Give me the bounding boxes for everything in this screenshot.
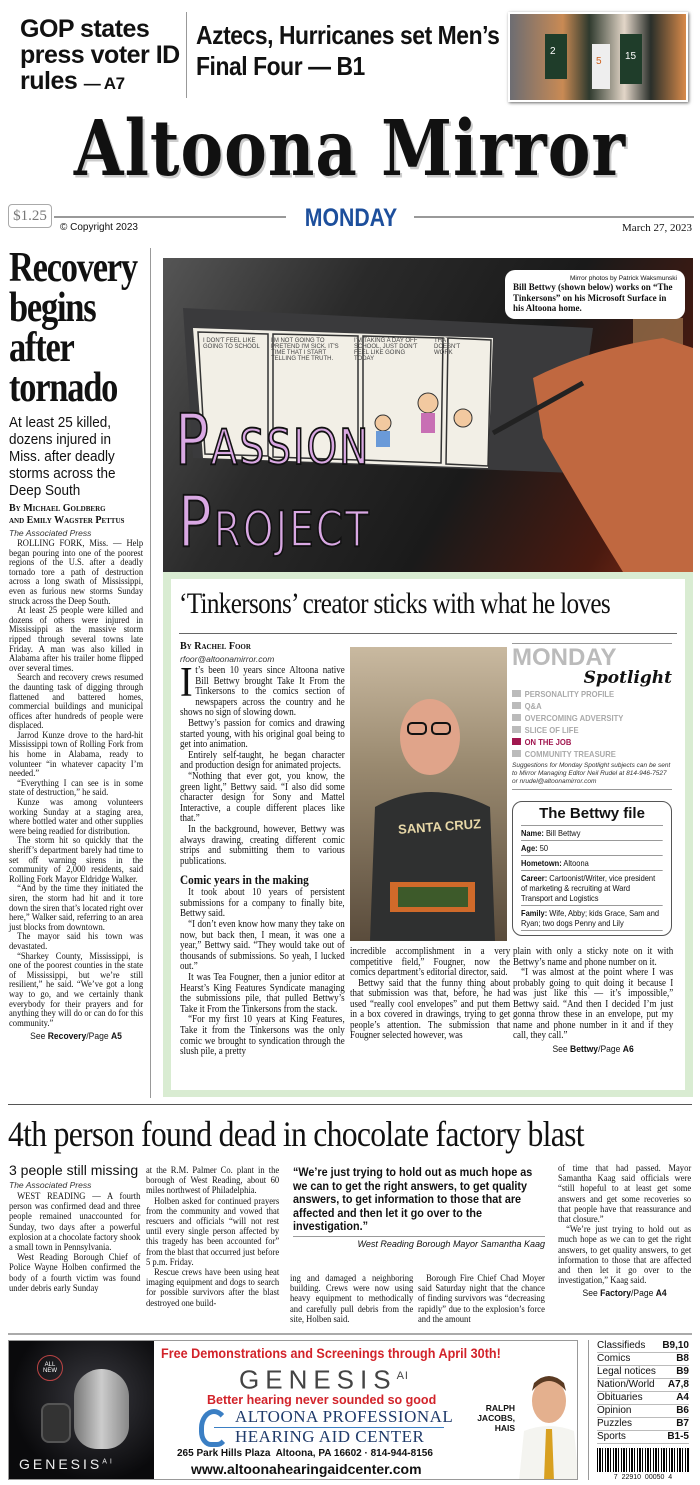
paragraph: WEST READING — A fourth person was confirmed dead and three people remained unaccounted for Sunday, two days after a powerful explosion at a chocolate factory shook a small town in Pennsylvania. bbox=[9, 1192, 141, 1254]
portrait-graphic bbox=[350, 647, 507, 941]
index-row[interactable] bbox=[597, 1379, 689, 1392]
price-badge: $1.25 bbox=[8, 204, 52, 228]
index-section: Comics bbox=[597, 1353, 631, 1364]
ad-tagline: Better hearing never sounded so good bbox=[207, 1393, 437, 1407]
author-email[interactable]: rfoor@altoonamirror.com bbox=[180, 654, 275, 664]
ad-product-image bbox=[9, 1341, 154, 1480]
shirt-text: SANTA CRUZ bbox=[397, 816, 482, 837]
file-row bbox=[521, 841, 663, 856]
spotlight-category bbox=[512, 736, 656, 748]
rule bbox=[54, 216, 286, 218]
factory-col-1 bbox=[9, 1162, 140, 1294]
category-label: COMMUNITY TREASURE bbox=[524, 749, 616, 759]
paragraph: “I was almost at the point where I was probably going to quit doing it because I was just like this — it’s impossible,” Bettwy said. “And then I decided I’m just gonna throw these in an envelope, put my name and phone number in it and if they call, they call.” bbox=[513, 967, 674, 1041]
index-section: Puzzles bbox=[597, 1418, 633, 1429]
monday-spotlight bbox=[512, 643, 672, 790]
paragraph: “Sharkey County, Mississippi, is one of the poorest counties in the state of Mississippi, but we’re still resilient,” he said. “We’ve got a long way to go, and we certainly thank everybody for their prayers and for anything they will do or can do for this community.” bbox=[9, 951, 144, 1029]
spotlight-note: Suggestions for Monday Spotlight subjects can be sent to Mirror Managing Editor Neil Rudel at 814-946-7527 or nrudel@altoonamirror.com bbox=[512, 762, 671, 785]
product-name: GENESIS bbox=[19, 1456, 103, 1472]
index-section: Sports bbox=[597, 1431, 626, 1442]
factory-body bbox=[9, 1192, 140, 1294]
paragraph: Holben asked for continued prayers from the community and vowed that rescuers and officials “will not rest until every single person affected by this tragedy has been accounted for” from the blast that occurred just before 5 p.m. Friday. bbox=[146, 1196, 280, 1268]
file-key: Career: bbox=[521, 873, 548, 883]
ad-center-line-2: HEARING AID CENTER bbox=[235, 1427, 425, 1446]
paragraph: Rescue crews have been using heat imaging equipment and dogs to search for possible survivors after the blast destroyed one build- bbox=[146, 1268, 280, 1309]
ear-logo-icon bbox=[199, 1409, 229, 1447]
see-page: A4 bbox=[655, 1288, 667, 1300]
file-key: Hometown: bbox=[521, 858, 562, 868]
paragraph: West Reading Borough Chief of Police Wayne Holben confirmed the body of a fourth victim was found under debris early Sunday bbox=[9, 1253, 141, 1294]
file-key: Name: bbox=[521, 828, 544, 838]
bullet-square-icon bbox=[512, 714, 521, 721]
product-sup: AI bbox=[102, 1458, 115, 1466]
basketball-photo[interactable] bbox=[508, 12, 688, 102]
paragraph: “We’re just trying to hold out as much hope as we can to get the right answers, to get quality answers, to get information to those that are affected and then let it go over to the investigation,” Kaag said. bbox=[558, 1225, 692, 1287]
index-page: B7 bbox=[676, 1418, 689, 1429]
comic-text bbox=[203, 338, 493, 362]
paragraph: The mayor said his town was devastated. bbox=[9, 932, 144, 952]
factory-headline[interactable]: 4th person found dead in chocolate factory blast bbox=[8, 1114, 584, 1154]
category-label: Q&A bbox=[524, 701, 542, 711]
index-row[interactable] bbox=[597, 1340, 689, 1353]
hearing-aid-icon bbox=[74, 1369, 129, 1449]
index-section: Classifieds bbox=[597, 1340, 646, 1351]
lead-paragraph: t’s been 10 years since Altoona native Bill Bettwy brought Take It From the Tinkersons to the comics section of newspapers across the country and he shows no sign of slowing down. bbox=[180, 665, 345, 719]
index-section: Nation/World bbox=[597, 1379, 655, 1390]
recovery-headline[interactable]: Recovery begins after tornado bbox=[9, 245, 137, 411]
index-row[interactable] bbox=[597, 1353, 689, 1366]
paragraph: Bettwy said that the funny thing about that submission was that, before, he had used “really cool envelopes” and put them in a box covered in drawings, trying to get people’s attention. The submission that Fougner selected however, was bbox=[350, 977, 511, 1041]
file-value: 50 bbox=[537, 843, 549, 853]
spotlight-category bbox=[512, 688, 656, 700]
paragraph: “And by the time they initiated the siren, the storm had hit and it tore down the siren that’s located right over here,” Walker said, referring to an area just blocks from downtown. bbox=[9, 884, 144, 933]
svg-text:15: 15 bbox=[625, 51, 637, 62]
see-pre: See bbox=[552, 1043, 571, 1055]
divider bbox=[150, 248, 151, 1098]
bullet-square-icon bbox=[512, 750, 521, 757]
feature-inner bbox=[171, 579, 685, 1090]
file-row bbox=[521, 871, 663, 906]
index-page: A4 bbox=[676, 1392, 689, 1403]
ad-url[interactable]: www.altoonahearingaidcenter.com bbox=[191, 1461, 422, 1477]
spotlight-category bbox=[512, 700, 656, 712]
factory-col-5 bbox=[558, 1164, 691, 1300]
earpiece-icon bbox=[41, 1403, 71, 1443]
comic-panel-text: I'M TAKING A DAY OFF SCHOOL, JUST DON'T FEEL LIKE GOING TODAY bbox=[354, 338, 418, 362]
rule bbox=[414, 216, 694, 218]
ad-person-photo bbox=[519, 1369, 578, 1480]
index-page: B1-5 bbox=[667, 1431, 689, 1442]
paragraph: of time that had passed. Mayor Samantha Kaag said officials were “still hopeful to at least get some answers and get some recoveries so that people have that reassurance and that closure.” bbox=[558, 1164, 692, 1226]
recovery-article bbox=[9, 245, 144, 1043]
jump-link-bettwy[interactable] bbox=[513, 1045, 673, 1056]
index-row[interactable] bbox=[597, 1405, 689, 1418]
ad-person-name: RALPH JACOBS, HAIS bbox=[477, 1403, 515, 1433]
paragraph: “For my first 10 years at King Features, Take it from the Tinkersons was the only comic we brought to syndication through the slush pile, a pretty bbox=[180, 1014, 345, 1058]
comic-panel-text: I'M NOT GOING TO PRETEND I'M SICK. IT'S TIME THAT I START TELLING THE TRUTH. bbox=[271, 338, 339, 362]
index-row[interactable] bbox=[597, 1366, 689, 1379]
players-graphic bbox=[510, 14, 688, 102]
person-graphic bbox=[519, 1369, 578, 1480]
see-word: Recovery bbox=[47, 1031, 87, 1043]
factory-col-4 bbox=[418, 1274, 545, 1325]
feature-headline[interactable]: ‘Tinkersons’ creator sticks with what he loves bbox=[179, 587, 611, 620]
quote-text: “We’re just trying to hold out as much hope as we can to get the right answers, to get quality answers, to get information to those that are affected and then let it go over to the investigation.” bbox=[293, 1165, 533, 1233]
ad-badge: ALL NEW bbox=[37, 1355, 63, 1381]
pull-quote bbox=[293, 1166, 545, 1250]
index-page: B9,10 bbox=[662, 1340, 689, 1351]
category-label: PERSONALITY PROFILE bbox=[524, 689, 615, 699]
teaser-page: — A7 bbox=[83, 74, 125, 93]
paragraph: Borough Fire Chief Chad Moyer said Saturday night that the chance of finding survivors was “decreasing rapidly” due to the explosion’s force and the amount bbox=[418, 1274, 545, 1325]
rule bbox=[293, 1236, 545, 1237]
teaser-final-four[interactable]: Aztecs, Hurricanes set Men’s Final Four — B1 bbox=[196, 20, 500, 81]
file-value: Cartoonist/Writer, vice president of marketing & recruiting at Ward Transport and Logistics bbox=[521, 873, 656, 903]
teaser-text: GOP states press voter ID rules bbox=[20, 15, 180, 95]
paragraph: Kunze was among volunteers working Sunday at a staging area, where bottled water and other supplies were being readied for distribution. bbox=[9, 798, 144, 837]
rule bbox=[8, 1333, 692, 1335]
index-section: Legal notices bbox=[597, 1366, 656, 1377]
feature-col-1 bbox=[180, 641, 345, 1058]
paragraph: At least 25 people were killed and dozens of others were injured in Mississippi as the massive storm ripped through several towns late Friday. A man was also killed in Alabama after his trailer home flipped over several times. bbox=[9, 606, 144, 674]
bullet-square-icon bbox=[512, 726, 521, 733]
index-section: Obituaries bbox=[597, 1392, 643, 1403]
divider bbox=[588, 1340, 589, 1480]
paragraph: In the background, however, Bettwy was always drawing, creating different comic strips and submitting them to various publications. bbox=[180, 823, 345, 867]
copyright: © Copyright 2023 bbox=[60, 222, 138, 233]
category-label: OVERCOMING ADVERSITY bbox=[524, 713, 624, 723]
spotlight-subtitle: Spotlight bbox=[583, 668, 672, 688]
paragraph: incredible accomplishment in a very competitive field,” Fougner, now the comics department’s editorial director, said. bbox=[350, 946, 511, 978]
paragraph: Bettwy’s passion for comics and drawing started young, with his original goal being to get into animation. bbox=[180, 717, 345, 751]
section-subhead: Comic years in the making bbox=[180, 873, 309, 888]
index-page: B6 bbox=[676, 1405, 689, 1416]
see-page: A6 bbox=[622, 1043, 634, 1055]
product-name: GENESIS bbox=[239, 1364, 397, 1395]
see-mid: /Page bbox=[86, 1031, 111, 1043]
barcode bbox=[597, 1448, 689, 1472]
see-page: A5 bbox=[110, 1031, 122, 1043]
factory-col-3 bbox=[290, 1274, 413, 1325]
see-mid: /Page bbox=[631, 1288, 656, 1300]
see-pre: See bbox=[582, 1288, 601, 1300]
index-page: B8 bbox=[676, 1353, 689, 1364]
paragraph: ing and damaged a neighboring building. Crews were now using heavy equipment to methodically and carefully pull debris from the site, Holben said. bbox=[290, 1274, 414, 1325]
file-value: Altoona bbox=[561, 858, 589, 868]
passion-overlay: Passion bbox=[175, 400, 371, 482]
file-row bbox=[521, 906, 663, 931]
byline-1: By Michael Goldberg bbox=[9, 503, 106, 514]
masthead-title[interactable]: Altoona Mirror bbox=[73, 104, 627, 195]
feature-col-4 bbox=[513, 947, 673, 1055]
teaser-voter-id[interactable] bbox=[20, 16, 190, 97]
spotlight-category bbox=[512, 712, 656, 724]
ad-center-line-1: ALTOONA PROFESSIONAL bbox=[235, 1407, 454, 1426]
barcode-number: 7 22910 00050 4 bbox=[597, 1473, 689, 1482]
svg-text:5: 5 bbox=[596, 56, 602, 67]
file-row bbox=[521, 826, 663, 841]
paragraph: ROLLING FORK, Miss. — Help began pouring into one of the poorest regions of the U.S. after a deadly tornado tore a path of destruction across a long swath of Mississippi, even as furious new storms Sunday struck across the Deep South. bbox=[9, 539, 144, 607]
paragraph: Search and recovery crews resumed the daunting task of digging through flattened and battered homes, commercial buildings and municipal offices after hundreds of people were displaced. bbox=[9, 673, 144, 732]
bettwy-portrait[interactable] bbox=[350, 647, 507, 941]
jump-link-factory[interactable] bbox=[558, 1289, 691, 1299]
paragraph: Entirely self-taught, he began character and production design for animated projects. bbox=[180, 749, 345, 772]
index-page: A7,8 bbox=[667, 1379, 689, 1390]
see-pre: See bbox=[30, 1031, 48, 1043]
feature-body bbox=[180, 660, 345, 1058]
photo-credit: Mirror photos by Patrick Waksmunski bbox=[569, 275, 677, 282]
byline bbox=[9, 503, 143, 527]
comic-panel-text: THAT DOESN'T WORK bbox=[434, 338, 461, 356]
file-row bbox=[521, 856, 663, 871]
quote-attribution: West Reading Borough Mayor Samantha Kaag bbox=[357, 1238, 545, 1249]
day-label: MONDAY bbox=[304, 204, 398, 232]
ad-headline: Free Demonstrations and Screenings through April 30th! bbox=[161, 1345, 501, 1361]
paragraph: “Everything I can see is in some state of destruction,” he said. bbox=[9, 778, 144, 799]
agency: The Associated Press bbox=[9, 528, 92, 538]
category-label: ON THE JOB bbox=[524, 737, 572, 747]
project-overlay: Project bbox=[178, 482, 371, 564]
byline-2: and Emily Wagster Pettus bbox=[9, 515, 125, 526]
ad-product-small bbox=[19, 1456, 115, 1472]
paragraph: Jarrod Kunze drove to the hard-hit Mississippi town of Rolling Fork from his home in Alabama, ready to volunteer “in whatever capacity I’m needed.” bbox=[9, 730, 144, 780]
index-section: Opinion bbox=[597, 1405, 632, 1416]
file-key: Age: bbox=[521, 843, 538, 853]
spotlight-category bbox=[512, 724, 656, 736]
ad-address: 265 Park Hills Plaza Altoona, PA 16602 · 814-944-8156 bbox=[177, 1448, 433, 1459]
paragraph: plain with only a sticky note on it with Bettwy’s name and phone number on it. bbox=[513, 946, 674, 968]
paragraph: “Nothing that ever got, you know, the green light,” Bettwy said. “I also did some character design for Sony and Mattel Interactive, a couple different places like that.” bbox=[180, 770, 345, 825]
spotlight-categories bbox=[512, 688, 672, 760]
product-sup: AI bbox=[396, 1370, 409, 1382]
spotlight-category bbox=[512, 748, 656, 760]
paragraph: The storm hit so quickly that the sheriff’s department barely had time to set off warning sirens in the community of 2,000 residents, said Rolling Fork Mayor Eldridge Walker. bbox=[9, 836, 144, 885]
file-key: Family: bbox=[521, 908, 548, 918]
index-row[interactable] bbox=[597, 1431, 689, 1444]
index-row[interactable] bbox=[597, 1418, 689, 1431]
file-value: Bill Bettwy bbox=[543, 828, 581, 838]
jump-link-recovery[interactable] bbox=[9, 1032, 143, 1042]
page-index bbox=[597, 1340, 689, 1444]
drop-cap: I bbox=[180, 660, 193, 706]
feature-box bbox=[163, 572, 693, 1097]
feature-col-3 bbox=[350, 947, 510, 1042]
bullet-square-icon bbox=[512, 690, 521, 697]
bullet-square-icon bbox=[512, 702, 521, 709]
date: March 27, 2023 bbox=[622, 222, 692, 234]
ad-product-name bbox=[239, 1361, 409, 1395]
index-page: B9 bbox=[676, 1366, 689, 1377]
see-word: Bettwy bbox=[570, 1043, 599, 1055]
file-value: Wife, Abby; kids Grace, Sam and Ryan; two dogs Penny and Lily bbox=[521, 908, 660, 928]
paragraph: “I don’t even know how many they take on now, but back then, I mean, it was one a year,” Bettwy said. “They would take out of thousands of submissions. So yeah, I lucked out.” bbox=[180, 919, 345, 973]
paragraph: at the R.M. Palmer Co. plant in the borough of West Reading, about 60 miles northwest of Philadelphia. bbox=[146, 1166, 280, 1197]
file-title: The Bettwy file bbox=[521, 805, 663, 826]
factory-col-2 bbox=[146, 1166, 279, 1309]
index-row[interactable] bbox=[597, 1392, 689, 1405]
recovery-body bbox=[9, 540, 143, 1042]
hearing-aid-ad[interactable] bbox=[8, 1340, 578, 1480]
feature-photo[interactable] bbox=[163, 258, 693, 572]
photo-caption: Bill Bettwy (shown below) works on “The Tinkersons” on his Microsoft Surface in his Altoona home. bbox=[513, 282, 673, 313]
rule bbox=[179, 633, 677, 634]
divider bbox=[186, 12, 187, 98]
paragraph: It took about 10 years of persistent submissions for a company to finally bite, Bettwy said. bbox=[180, 887, 345, 920]
svg-text:2: 2 bbox=[550, 46, 556, 57]
factory-subhead: 3 people still missing bbox=[9, 1162, 139, 1178]
file-rows bbox=[521, 826, 663, 931]
bettwy-file-box bbox=[512, 801, 672, 936]
photo-caption-box bbox=[505, 270, 685, 319]
byline: By Rachel Foor bbox=[180, 641, 251, 652]
rule bbox=[8, 1104, 692, 1105]
see-mid: /Page bbox=[598, 1043, 623, 1055]
see-word: Factory bbox=[600, 1288, 632, 1300]
comic-panel-text: I DON'T FEEL LIKE GOING TO SCHOOL bbox=[203, 338, 260, 350]
category-label: SLICE OF LIFE bbox=[524, 725, 579, 735]
agency: The Associated Press bbox=[9, 1180, 92, 1190]
paragraph: It was Tea Fougner, then a junior editor at Hearst’s King Features Syndicate managing the submissions pile, that pulled Bettwy’s Take it From the Tinkersons from the stack. bbox=[180, 972, 345, 1015]
spotlight-title: MONDAY bbox=[512, 644, 617, 671]
bullet-square-icon bbox=[512, 738, 521, 745]
recovery-subhead: At least 25 killed, dozens injured in Miss. after deadly storms across the Deep South bbox=[9, 414, 116, 499]
